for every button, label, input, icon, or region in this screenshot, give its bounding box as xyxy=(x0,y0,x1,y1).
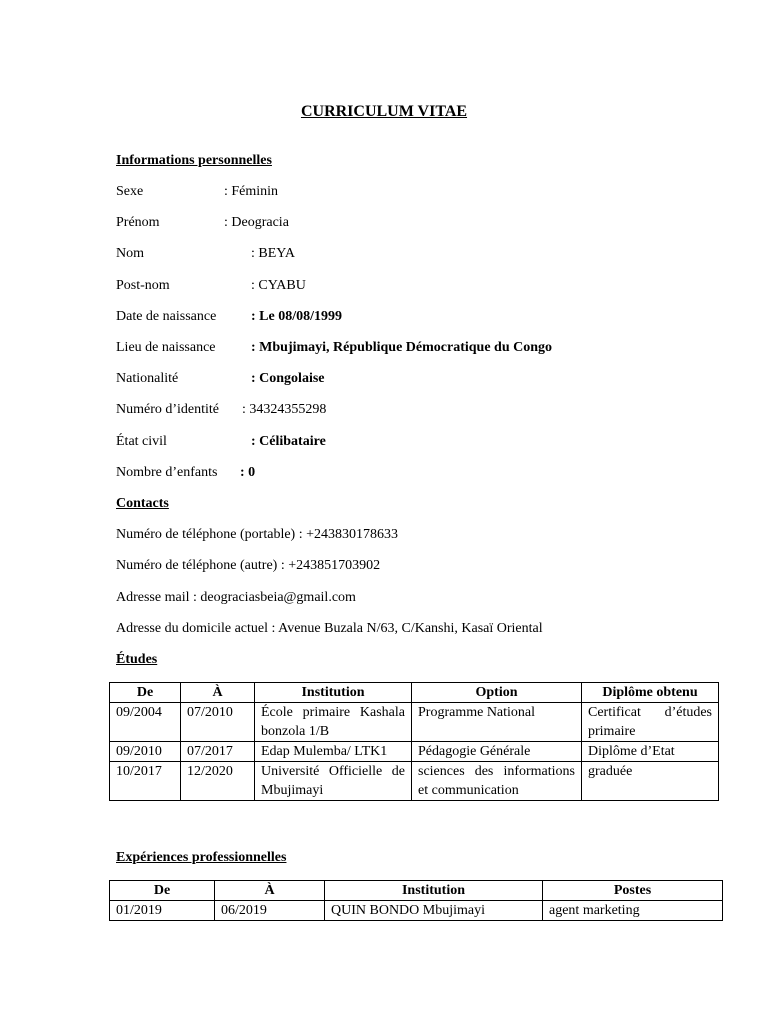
field-label: Nationalité xyxy=(116,371,179,386)
field-value: : Congolaise xyxy=(251,371,325,386)
table-cell: 06/2019 xyxy=(215,901,325,921)
contact-phone-mobile: Numéro de téléphone (portable) : +243830178633 xyxy=(116,527,398,542)
field-value: : 0 xyxy=(240,465,256,480)
table-cell: Université Officielle de Mbujimayi xyxy=(255,762,412,801)
field-label: Date de naissance xyxy=(116,309,217,324)
table-cell: 09/2010 xyxy=(110,742,181,762)
etudes-heading: Études xyxy=(116,652,158,667)
field-label: Post-nom xyxy=(116,278,170,293)
table-cell: 01/2019 xyxy=(110,901,215,921)
table-cell: Diplôme d’Etat xyxy=(582,742,719,762)
field-label: Nombre d’enfants xyxy=(116,465,218,480)
table-row xyxy=(110,901,723,921)
field-label: Prénom xyxy=(116,215,160,230)
table-cell: sciences des informations et communication xyxy=(412,762,582,801)
field-value: : BEYA xyxy=(251,246,295,261)
field-label: Nom xyxy=(116,246,144,261)
column-header: À xyxy=(215,881,325,901)
table-cell: 07/2017 xyxy=(181,742,255,762)
field-value: : Mbujimayi, République Démocratique du Congo xyxy=(251,340,553,355)
table-cell: 09/2004 xyxy=(110,703,181,742)
table-cell: Pédagogie Générale xyxy=(412,742,582,762)
contact-address: Adresse du domicile actuel : Avenue Buzala N/63, C/Kanshi, Kasaï Oriental xyxy=(116,621,543,636)
table-header-row xyxy=(110,683,719,703)
field-value: : Deogracia xyxy=(224,215,289,230)
column-header: De xyxy=(110,683,181,703)
column-header: Diplôme obtenu xyxy=(582,683,719,703)
column-header: À xyxy=(181,683,255,703)
field-label: État civil xyxy=(116,434,167,449)
contacts-heading: Contacts xyxy=(116,496,169,511)
contact-email: Adresse mail : deograciasbeia@gmail.com xyxy=(116,590,356,605)
field-value: : Féminin xyxy=(224,184,279,199)
field-label: Sexe xyxy=(116,184,144,199)
table-row xyxy=(110,742,719,762)
column-header: Institution xyxy=(255,683,412,703)
table-cell: graduée xyxy=(582,762,719,801)
table-row xyxy=(110,762,719,801)
field-label: Numéro d’identité xyxy=(116,402,220,417)
column-header: Option xyxy=(412,683,582,703)
table-cell: 07/2010 xyxy=(181,703,255,742)
column-header: Postes xyxy=(543,881,723,901)
table-row xyxy=(110,703,719,742)
table-header-row xyxy=(110,881,723,901)
field-value: : 34324355298 xyxy=(242,402,327,417)
page-title: CURRICULUM VITAE xyxy=(300,103,468,120)
table-cell: 12/2020 xyxy=(181,762,255,801)
table-cell: 10/2017 xyxy=(110,762,181,801)
field-label: Lieu de naissance xyxy=(116,340,216,355)
table-cell: QUIN BONDO Mbujimayi xyxy=(325,901,543,921)
table-cell: Programme National xyxy=(412,703,582,742)
table-cell: Certificat d’études primaire xyxy=(582,703,719,742)
field-value: : Le 08/08/1999 xyxy=(251,309,342,324)
experiences-heading: Expériences professionnelles xyxy=(116,850,287,865)
column-header: De xyxy=(110,881,215,901)
personal-info-heading: Informations personnelles xyxy=(116,153,272,168)
table-cell: agent marketing xyxy=(543,901,723,921)
table-cell: École primaire Kashala bonzola 1/B xyxy=(255,703,412,742)
column-header: Institution xyxy=(325,881,543,901)
field-value: : CYABU xyxy=(251,278,306,293)
field-value: : Célibataire xyxy=(251,434,326,449)
contact-phone-other: Numéro de téléphone (autre) : +243851703902 xyxy=(116,558,381,573)
experiences-table xyxy=(109,880,723,921)
etudes-table xyxy=(109,682,719,801)
table-cell: Edap Mulemba/ LTK1 xyxy=(255,742,412,762)
